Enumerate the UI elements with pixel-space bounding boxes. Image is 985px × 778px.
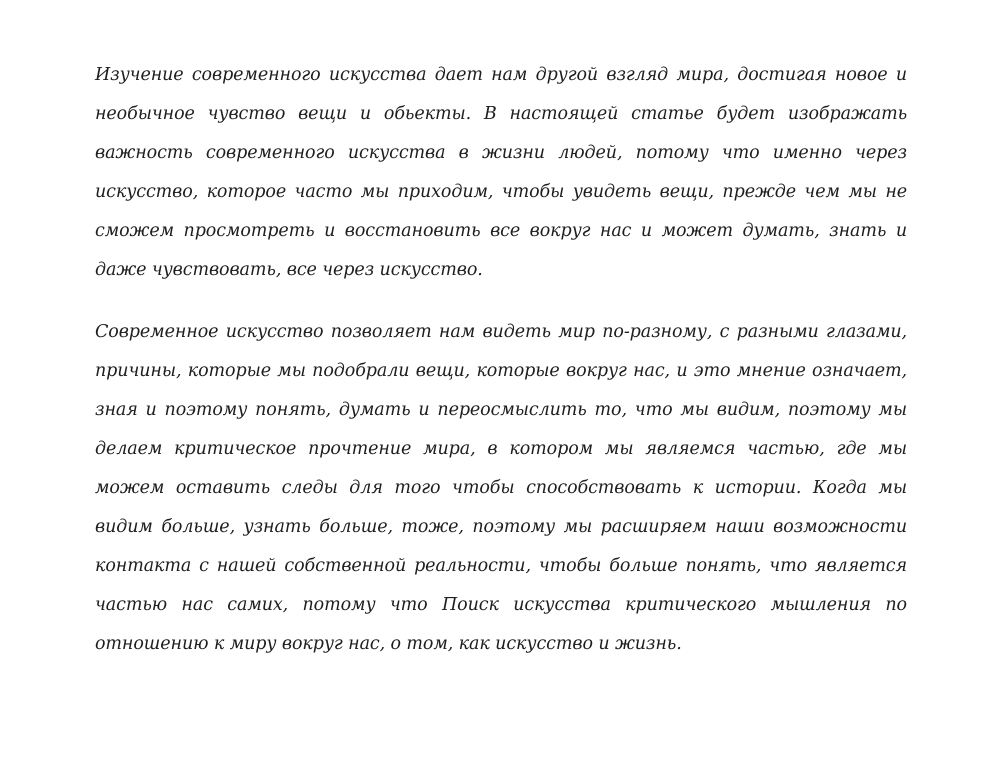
paragraph-intro: Изучение современного искусства дает нам другой взгляд мира, достигая новое и необычное чувство вещи и обьекты. В настоящей статье будет изображать важность современного искусства в жизни людей, потому что именно через искусство, которое часто мы приходим, чтобы увидеть вещи, прежде чем мы не сможем просмотреть и восстановить все вокруг нас и может думать, знать и даже чувствовать, все через искусство.	[95, 65, 907, 280]
paragraph-main: Современное искусство позволяет нам видеть мир по-разному, с разными глазами, причины, которые мы подобрали вещи, которые вокруг нас, и это мнение означает, зная и поэтому понять, думать и переосмыслить то, что мы видим, поэтому мы делаем критическое прочтение мира, в котором мы являемся частью, где мы можем оставить следы для того чтобы способствовать к истории. Когда мы видим больше, узнать больше, тоже, поэтому мы расширяем наши возможности контакта с нашей собственной реальности, чтобы больше понять, что является частью нас самих, потому что Поиск искусства критического мышления по отношению к миру вокруг нас, о том, как искусство и жизнь.	[95, 322, 907, 654]
handwritten-document	[95, 56, 907, 664]
